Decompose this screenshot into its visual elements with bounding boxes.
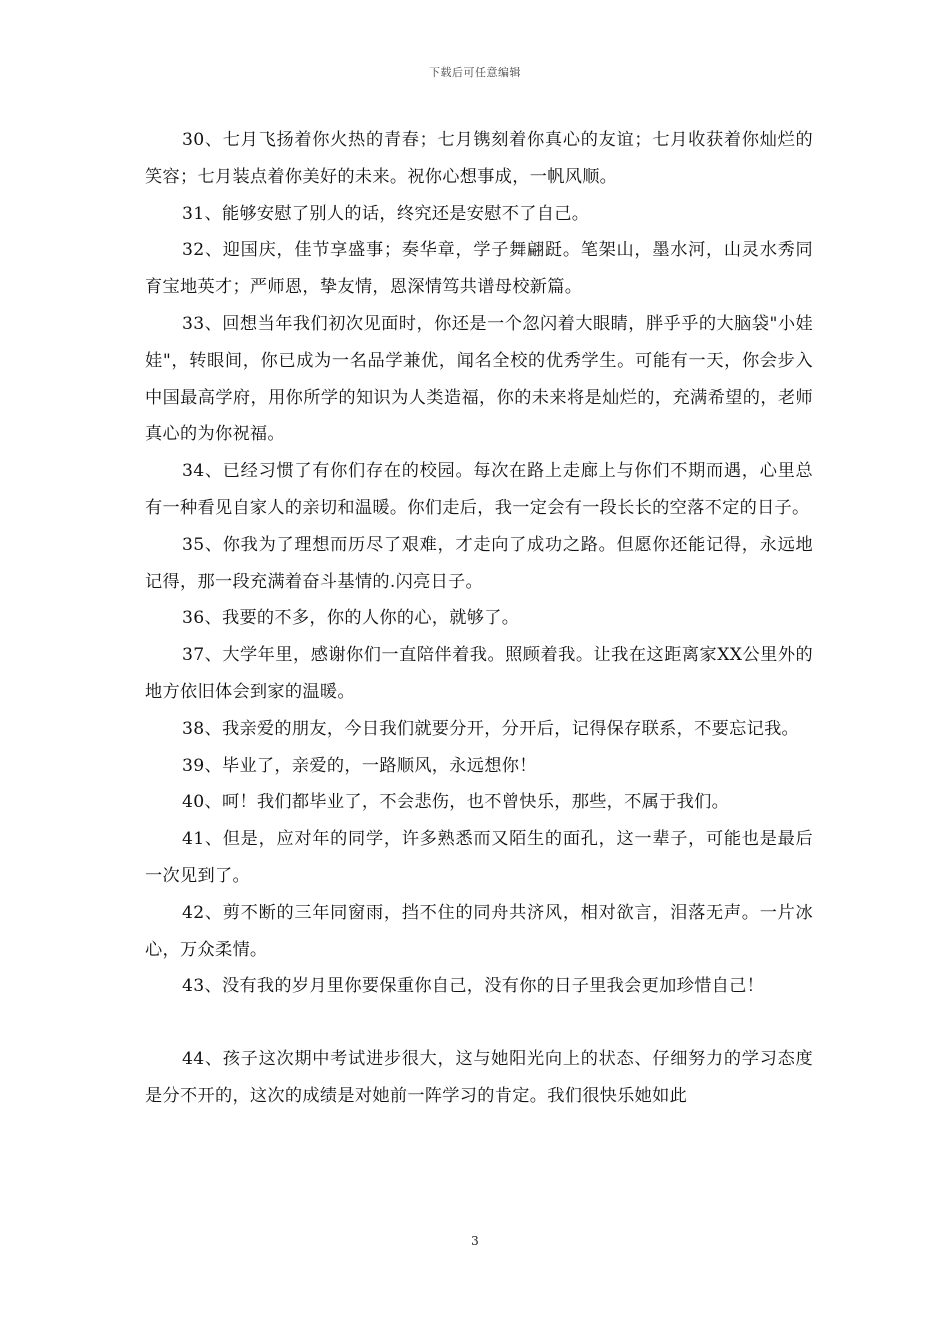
paragraph-42: 42、剪不断的三年同窗雨，挡不住的同舟共济风，相对欲言，泪落无声。一片冰心，万众柔情。: [145, 902, 813, 960]
paragraph-44: 44、孩子这次期中考试进步很大，这与她阳光向上的状态、仔细努力的学习态度是分不开的，这次的成绩是对她前一阵学习的肯定。我们很快乐她如此: [145, 1049, 813, 1106]
paragraph-36: 36、我要的不多，你的人你的心，就够了。: [182, 608, 520, 629]
paragraph-39: 39、毕业了，亲爱的，一路顺风，永远想你！: [182, 755, 537, 776]
page-header-note: 下载后可任意编辑: [429, 66, 521, 79]
document-body: [145, 122, 813, 1115]
paragraph-33: 33、回想当年我们初次见面时，你还是一个忽闪着大眼睛，胖乎乎的大脑袋"小娃娃"，转眼间，你已成为一名品学兼优，闻名全校的优秀学生。可能有一天，你会步入中国最高学府，用你所学的知识为人类造福，你的未来将是灿烂的，充满希望的，老师真心的为你祝福。: [145, 313, 813, 445]
paragraph-31: 31、能够安慰了别人的话，终究还是安慰不了自己。: [182, 203, 590, 224]
paragraph-41: 41、但是，应对年的同学，许多熟悉而又陌生的面孔，这一辈子，可能也是最后一次见到了。: [145, 829, 813, 886]
paragraph-43: 43、没有我的岁月里你要保重你自己，没有你的日子里我会更加珍惜自己！: [182, 976, 765, 997]
paragraph-32: 32、迎国庆，佳节享盛事；奏华章，学子舞翩跹。笔架山，墨水河，山灵水秀同育宝地英才；严师恩，挚友情，恩深情笃共谱母校新篇。: [145, 240, 813, 298]
paragraph-37: 37、大学年里，感谢你们一直陪伴着我。照顾着我。让我在这距离家XX公里外的地方依旧体会到家的温暖。: [145, 645, 813, 702]
paragraph-34: 34、已经习惯了有你们存在的校园。每次在路上走廊上与你们不期而遇，心里总有一种看见自家人的亲切和温暖。你们走后，我一定会有一段长长的空落不定的日子。: [145, 461, 813, 518]
paragraph-35: 35、你我为了理想而历尽了艰难，才走向了成功之路。但愿你还能记得，永远地记得，那一段充满着奋斗基情的.闪亮日子。: [145, 534, 813, 592]
page-number: 3: [471, 1234, 479, 1248]
paragraph-38: 38、我亲爱的朋友，今日我们就要分开，分开后，记得保存联系，不要忘记我。: [182, 718, 800, 739]
paragraph-40: 40、呵！我们都毕业了，不会悲伤，也不曾快乐，那些，不属于我们。: [182, 792, 730, 813]
paragraph-30: 30、七月飞扬着你火热的青春；七月镌刻着你真心的友谊；七月收获着你灿烂的笑容；七月装点着你美好的未来。祝你心想事成，一帆风顺。: [145, 130, 813, 187]
